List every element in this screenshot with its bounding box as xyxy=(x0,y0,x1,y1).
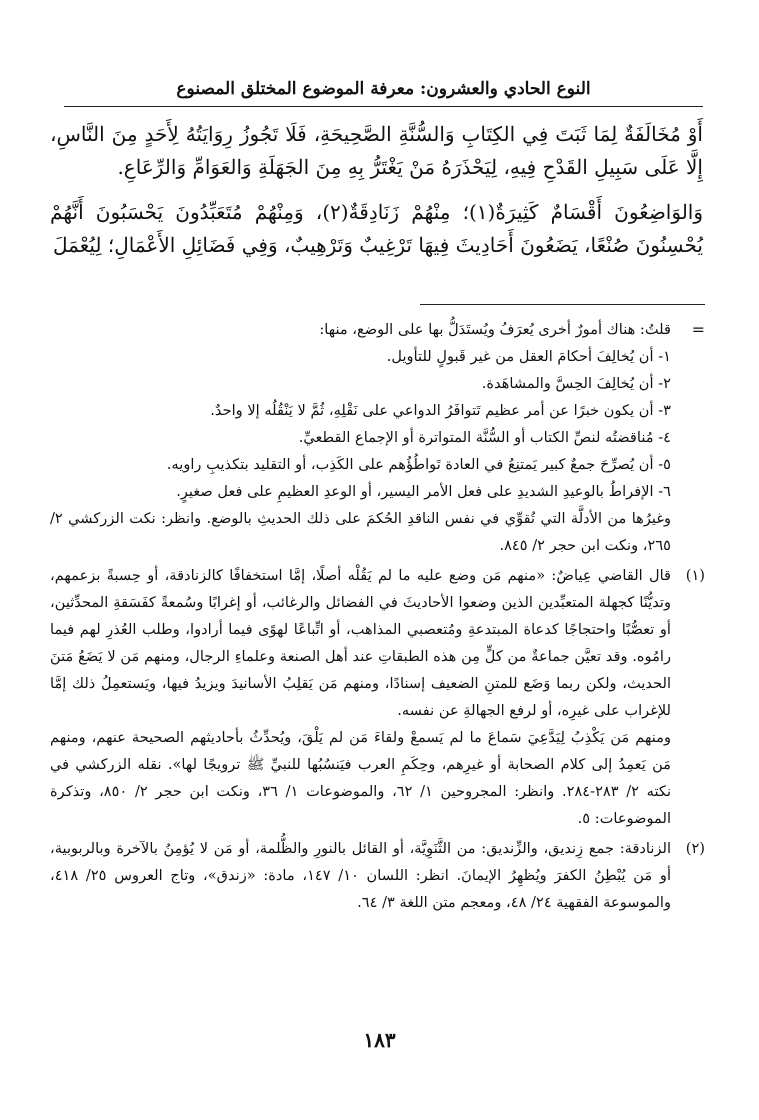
main-paragraph: أَوْ مُخَالَفَةٌ لِمَا ثَبَتَ فِي الكِتَابِ وَالسُّنَّةِ الصَّحِيحَةِ، فَلَا تَجُوزُ رِوَايَتُهُ لِأَحَدٍ مِنَ النَّاسِ، إِلَّا عَلَى سَبِيلِ القَدْحِ فِيهِ، لِيَحْذَرَهُ مَنْ يَغْتَرُّ بِهِ مِنَ الجَهَلَةِ وَالعَوَامِّ وَالرِّعَاعِ. xyxy=(50,122,703,179)
footnotes-section xyxy=(50,316,705,919)
note-line: ٦- الإفراطُ بالوعيدِ الشديدِ على فعل الأمر اليسير، أو الوعدِ العظيمِ على فعل صغيرٍ. xyxy=(176,483,671,500)
footnote-body xyxy=(50,835,671,916)
note-line: ٣- أن يكون خبرًا عن أمر عظيم تَتوافَرُ الدواعي على نَقْلِهِ، ثُمَّ لا يَنْقُلُه إلا واحدٌ. xyxy=(210,402,671,419)
footnote-number: (١) xyxy=(685,567,705,584)
note-line: ٤- مُناقضتُه لنصِّ الكتاب أو السُّنَّة المتواترة أو الإجماع القطعيِّ. xyxy=(298,429,671,446)
footnote-number: (٢) xyxy=(685,840,705,857)
editor-note-body xyxy=(50,316,671,559)
page-number: ١٨٣ xyxy=(363,1028,396,1052)
note-line: قلتُ: هناك أمورٌ أخرى يُعرَفُ ويُستَدَلُّ بها على الوضع، منها: xyxy=(319,321,671,338)
main-text xyxy=(50,118,703,274)
continuation-mark: = xyxy=(691,320,705,339)
footnote-paragraph: قال القاضي عِياضٌ: «منهم مَن وضع عليه ما لم يَقُلْه أصلًا، إمَّا استخفافًا كالزنادقة، أو حِسبةً بزعمهم، وتديُّنًا كجهلة المتعبِّدين الذين وضعوا الأحاديثَ في الفضائل والرغائب، أو إغرابًا وسُمعةً كفَسَقةِ المحدِّثين، أو تعصُّبًا واحتجاجًا كدعاة المبتدعةِ ومُتعصبي المذاهب، أو اتِّباعًا لهوًى فيما أرادوا، وطلب العُذرِ لهم فيما رامُوه. وقد تعيَّن جماعةٌ من كلٍّ مِن هذه الطبقاتِ عند أهل الصنعة وعلماءِ الرجال، ومنهم مَن لا يَضَعُ مَتنَ الحديث، ولكن ربما وَضَع للمتنِ الضعيف إسنادًا، ومنهم مَن يَقلِبُ الأسانيدَ ويزيدُ فيها، ويَستعمِلُ ذلك إمَّا للإغراب على غيرِه، أو لرفع الجهالةِ عن نفسه. xyxy=(50,567,671,719)
header-title: النوع الحادي والعشرون: معرفة الموضوع المختلق المصنوع xyxy=(176,79,591,99)
note-line: ١- أن يُخالِفَ أحكامَ العقل من غير قَبولٍ للتأويل. xyxy=(386,348,671,365)
main-paragraph: وَالوَاضِعُونَ أَقْسَامٌ كَثِيرَةٌ(١)؛ مِنْهُمْ زَنَادِقَةٌ(٢)، وَمِنْهُمْ مُتَعَبِّدُونَ يَحْسَبُونَ أَنَّهُمْ يُحْسِنُونَ صُنْعًا، يَضَعُونَ أَحَادِيثَ فِيهَا تَرْغِيبٌ وَتَرْهِيبٌ، وَفِي فَضَائِلِ الأَعْمَالِ؛ لِيُعْمَلَ xyxy=(50,200,703,257)
editor-note xyxy=(50,316,705,559)
note-line: ٥- أن يُصرِّحَ جمعٌ كبير يَمتنِعُ في العادة تَواطُؤُهم على الكَذِب، أو التقليد بتكذيبِ راويه. xyxy=(166,456,671,473)
note-line: ٢- أن يُخالِفَ الحِسَّ والمشاهَدة. xyxy=(481,375,671,392)
footnote-divider xyxy=(420,304,705,305)
footnote-body xyxy=(50,562,671,832)
footnote-1 xyxy=(50,562,705,832)
footnote-2 xyxy=(50,835,705,916)
running-header xyxy=(64,76,703,107)
footnote-paragraph: ومنهم مَن يَكْذِبُ لِيَدَّعِيَ سَماعَ ما لم يَسمعْ ولقاءَ مَن لم يَلْقَ، ويُحدِّثُ بأحاديثهم الصحيحة عنهم، ومنهم مَن يَعمِدُ إلى كلام الصحابة أو غيرِهم، وحِكَمِ العرب فيَنسُبُها للنبيِّ ﷺ ترويجًا لها». نقله الزركشي في نكته ٢/ ٢٨٣-٢٨٤. وانظر: المجروحين ١/ ٦٢، والموضوعات ١/ ٣٦، ونكت ابن حجر ٢/ ٨٥٠، وتذكرة الموضوعات: ٥. xyxy=(50,729,672,827)
note-line: وغيرُها من الأدلَّة التي تُقوِّي في نفس الناقدِ الحُكمَ على ذلك الحديثِ بالوضع. وانظر: نكت الزركشي ٢/ ٢٦٥، ونكت ابن حجر ٢/ ٨٤٥. xyxy=(50,510,671,554)
footnote-paragraph: الزنادقة: جمع زِنديق، والزِّنديق: من الثَّنَوِيَّة، أو القائل بالنورِ والظُّلمة، أو مَن لا يُؤمِنُ بالآخرة وبالربوبية، أو مَن يُبْطِنُ الكفرَ ويُظهِرُ الإيمانَ. انظر: اللسان ١٠/ ١٤٧، مادة: «زندق»، وتاج العروس ٢٥/ ٤١٨، والموسوعة الفقهية ٢٤/ ٤٨، ومعجم متن اللغة ٣/ ٦٤. xyxy=(50,840,672,911)
